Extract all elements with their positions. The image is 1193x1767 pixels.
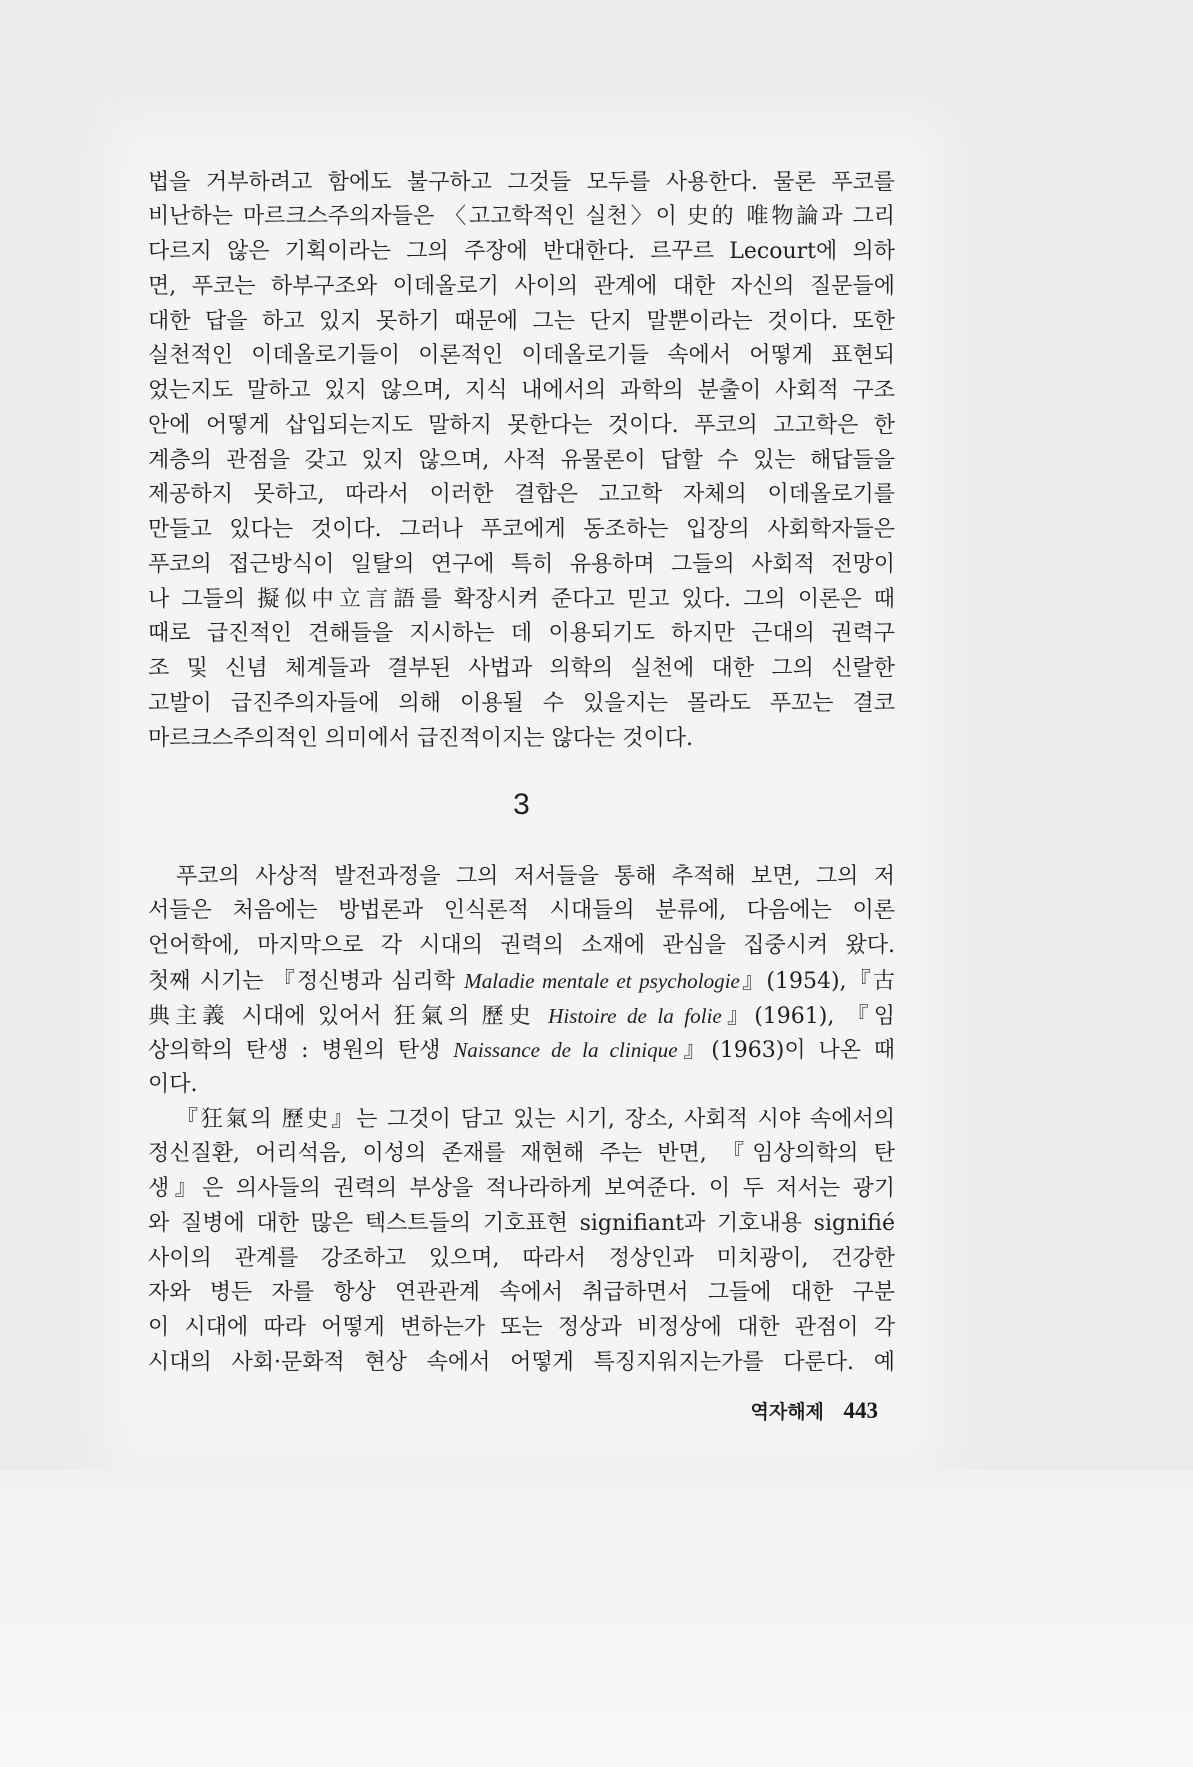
text-line — [148, 1172, 895, 1207]
text-line — [148, 964, 895, 999]
line-text: 면, 푸코는 하부구조와 이데올로기 사이의 관계에 대한 자신의 질문들에 — [148, 273, 895, 299]
line-text: 비난하는 마르크스주의자들은 〈고고학적인 실천〉이 史的 唯物論과 그리 — [148, 204, 895, 230]
line-text: 푸코의 사상적 발전과정을 그의 저서들을 통해 추적해 보면, 그의 저 — [176, 863, 895, 889]
line-text: 典主義 시대에 있어서 狂氣의 歷史 — [148, 1003, 549, 1029]
book-title-italic: Naissance de la clinique — [453, 1038, 678, 1063]
text-line — [148, 652, 895, 687]
text-line — [148, 1276, 895, 1311]
scan-background — [0, 1470, 1193, 1767]
text-line — [148, 999, 895, 1034]
text-line — [148, 409, 895, 444]
text-line — [148, 270, 895, 305]
line-text: 서들은 처음에는 방법론과 인식론적 시대들의 분류에, 다음에는 이론 — [148, 898, 895, 924]
text-line — [148, 1068, 895, 1103]
text-line — [148, 374, 895, 409]
line-text: 』(1963)이 나온 때 — [677, 1038, 895, 1064]
body-paragraph — [148, 860, 895, 1103]
text-line — [148, 722, 895, 757]
text-line — [148, 548, 895, 583]
line-text: 상의학의 탄생 : 병원의 탄생 — [148, 1038, 454, 1064]
line-text: 생』은 의사들의 권력의 부상을 적나라하게 보여준다. 이 두 저서는 광기 — [148, 1176, 895, 1202]
line-text: 고발이 급진주의자들에 의해 이용될 수 있을지는 몰라도 푸꼬는 결코 — [148, 690, 895, 716]
text-line — [148, 444, 895, 479]
line-text: 정신질환, 어리석음, 이성의 존재를 재현해 주는 반면, 『임상의학의 탄 — [148, 1141, 895, 1167]
line-text: 때로 급진적인 견해들을 지시하는 데 이용되기도 하지만 근대의 권력구 — [148, 621, 895, 647]
text-line — [148, 478, 895, 513]
text-line — [148, 1137, 895, 1172]
line-text: 푸코의 접근방식이 일탈의 연구에 특히 유용하며 그들의 사회적 전망이 — [148, 551, 895, 577]
line-text: 언어학에, 마지막으로 각 시대의 권력의 소재에 관심을 집중시켜 왔다. — [148, 933, 895, 959]
line-text: 이다. — [148, 1072, 198, 1098]
text-line — [148, 339, 895, 374]
page-number: 443 — [843, 1398, 878, 1423]
body-paragraph — [148, 1103, 895, 1381]
text-line — [148, 200, 895, 235]
text-line — [148, 166, 895, 201]
line-text: 와 질병에 대한 많은 텍스트들의 기호표현 signifiant과 기호내용 signifié — [148, 1210, 895, 1236]
line-text: 법을 거부하려고 함에도 불구하고 그것들 모두를 사용한다. 물론 푸코를 — [148, 169, 895, 195]
line-text: 제공하지 못하고, 따라서 이러한 결합은 고고학 자체의 이데올로기를 — [148, 482, 895, 508]
line-text: 첫째 시기는 『정신병과 심리학 — [148, 968, 465, 994]
running-head-label: 역자해제 — [750, 1401, 824, 1423]
line-text: 』(1961), 『임 — [721, 1003, 895, 1029]
text-line — [148, 687, 895, 722]
line-text: 『狂氣의 歷史』는 그것이 담고 있는 시기, 장소, 사회적 시야 속에서의 — [176, 1106, 895, 1132]
line-text: 사이의 관계를 강조하고 있으며, 따라서 정상인과 미치광이, 건강한 — [148, 1245, 895, 1271]
line-text: 이 시대에 따라 어떻게 변하는가 또는 정상과 비정상에 대한 관점이 각 — [148, 1315, 895, 1341]
text-line — [148, 235, 895, 270]
line-text: 다르지 않은 기획이라는 그의 주장에 반대한다. 르꾸르 Lecourt에 의하 — [148, 239, 895, 265]
line-text: 자와 병든 자를 항상 연관관계 속에서 취급하면서 그들에 대한 구분 — [148, 1280, 895, 1306]
text-line — [148, 513, 895, 548]
text-line — [148, 1103, 895, 1138]
line-text: 나 그들의 擬似中立言語를 확장시켜 준다고 믿고 있다. 그의 이론은 때 — [148, 586, 895, 612]
text-line — [148, 583, 895, 618]
text-line — [148, 1311, 895, 1346]
text-line — [148, 305, 895, 340]
line-text: 마르크스주의적인 의미에서 급진적이지는 않다는 것이다. — [148, 725, 694, 751]
book-title-italic: Histoire de la folie — [548, 1003, 722, 1028]
running-footer — [751, 1396, 879, 1426]
line-text: 대한 답을 하고 있지 못하기 때문에 그는 단지 말뿐이라는 것이다. 또한 — [148, 308, 895, 334]
text-line — [148, 1242, 895, 1277]
line-text: 계층의 관점을 갖고 있지 않으며, 사적 유물론이 답할 수 있는 해답들을 — [148, 447, 895, 473]
text-line — [148, 894, 895, 929]
text-line — [148, 929, 895, 964]
text-line — [148, 860, 895, 895]
text-line — [148, 1033, 895, 1068]
line-text: 』(1954),『古 — [739, 968, 895, 994]
book-title-italic: Maladie mentale et psychologie — [464, 968, 740, 993]
section-number: 3 — [513, 788, 530, 821]
line-text: 시대의 사회·문화적 현상 속에서 어떻게 특징지워지는가를 다룬다. 예 — [148, 1349, 895, 1375]
line-text: 안에 어떻게 삽입되는지도 말하지 못한다는 것이다. 푸코의 고고학은 한 — [148, 412, 895, 438]
text-line — [148, 1346, 895, 1381]
line-text: 만들고 있다는 것이다. 그러나 푸코에게 동조하는 입장의 사회학자들은 — [148, 517, 895, 543]
text-line — [148, 617, 895, 652]
line-text: 실천적인 이데올로기들이 이론적인 이데올로기들 속에서 어떻게 표현되 — [148, 343, 895, 369]
line-text: 었는지도 말하고 있지 않으며, 지식 내에서의 과학의 분출이 사회적 구조 — [148, 378, 895, 404]
body-paragraph — [148, 166, 895, 757]
text-line — [148, 1207, 895, 1242]
line-text: 조 및 신념 체계들과 결부된 사법과 의학의 실천에 대한 그의 신랄한 — [148, 656, 895, 682]
